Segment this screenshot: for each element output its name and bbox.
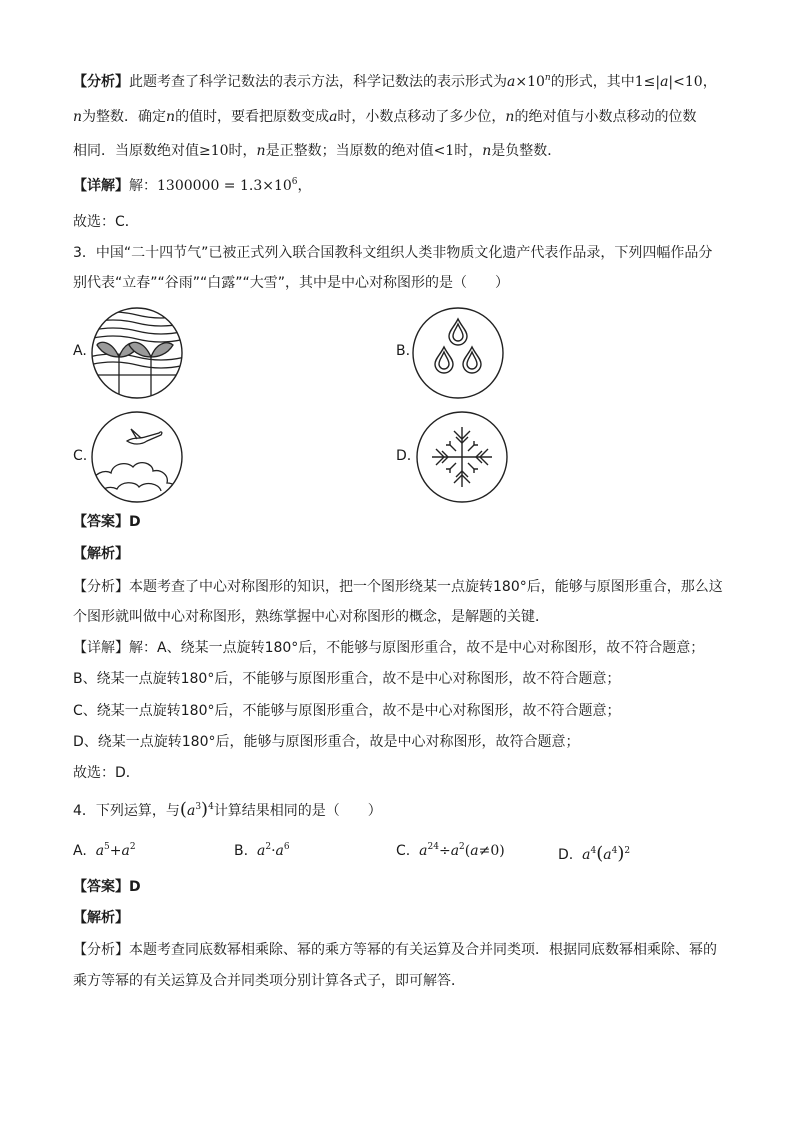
q4-option-b: B. $a^2\cdot a^6$ <box>234 842 290 859</box>
q4-option-c: C. $a^{24}\div a^2(a\ne 0)$ <box>396 842 505 859</box>
spring-sprout-icon <box>89 305 185 401</box>
q4-analysis-line-1: 【分析】本题考查同底数幂相乘除、幂的乘方等幂的有关运算及合并同类项．根据同底数幂相乘除、幂的 <box>73 942 717 958</box>
q3-option-d-label: D. <box>396 448 412 464</box>
q3-analysis-line-1: 【分析】本题考查了中心对称图形的知识，把一个图形绕某一点旋转180°后，能够与原图形重合，那么这 <box>73 579 723 595</box>
q2-analysis-line-2: n为整数．确定n的值时，要看把原数变成a时，小数点移动了多少位，n的绝对值与小数点移动的位数 <box>73 109 697 125</box>
q4-answer: 【答案】D <box>73 879 141 895</box>
q2-analysis-line-1: 【分析】此题考查了科学记数法的表示方法，科学记数法的表示形式为$a\times 10^n$的形式，其中1≤|a|<10， <box>73 73 717 90</box>
q3-detail-d: D、绕某一点旋转180°后，能够与原图形重合，故是中心对称图形，故符合题意； <box>73 734 580 750</box>
q3-option-b-label: B. <box>396 343 411 359</box>
q3-stem-line-2: 别代表“立春”“谷雨”“白露”“大雪”，其中是中心对称图形的是（ ） <box>73 275 510 291</box>
q4-stem: 4．下列运算，与$(a^3)^4$计算结果相同的是（ ） <box>73 799 382 820</box>
bird-cloud-icon <box>89 409 185 505</box>
q4-analysis-line-2: 乘方等幂的有关运算及合并同类项分别计算各式子，即可解答． <box>73 973 465 989</box>
q3-detail-b: B、绕某一点旋转180°后，不能够与原图形重合，故不是中心对称图形，故不符合题意； <box>73 671 621 687</box>
q3-choice: 故选：D． <box>73 765 140 781</box>
q3-analysis-line-2: 个图形就叫做中心对称图形，熟练掌握中心对称图形的概念，是解题的关键． <box>73 609 549 625</box>
q2-choice: 故选：C． <box>73 214 139 230</box>
q3-stem-line-1: 3．中国“二十四节气”已被正式列入联合国教科文组织人类非物质文化遗产代表作品录，下列四幅作品分 <box>73 245 713 261</box>
q3-answer: 【答案】D <box>73 514 141 530</box>
snowflake-icon <box>414 409 510 505</box>
q4-option-d: D. $a^4(a^4)^2$ <box>558 843 631 864</box>
q2-detail: 【详解】解：$1300000 = 1.3\times 10^6$， <box>73 177 312 194</box>
q3-detail-a: 【详解】解：A、绕某一点旋转180°后，不能够与原图形重合，故不是中心对称图形，故不符合题意； <box>73 640 705 656</box>
q3-detail-c: C、绕某一点旋转180°后，不能够与原图形重合，故不是中心对称图形，故不符合题意； <box>73 703 621 719</box>
q3-option-c-label: C. <box>73 448 88 464</box>
rain-drops-icon <box>410 305 506 401</box>
q3-option-a-label: A. <box>73 343 87 359</box>
q3-jiexi: 【解析】 <box>73 546 129 562</box>
q4-option-a: A. $a^5+a^2$ <box>73 842 136 859</box>
q2-analysis-line-3: 相同．当原数绝对值≥10时，n是正整数；当原数的绝对值<1时，n是负整数． <box>73 143 562 159</box>
q4-jiexi: 【解析】 <box>73 910 129 926</box>
